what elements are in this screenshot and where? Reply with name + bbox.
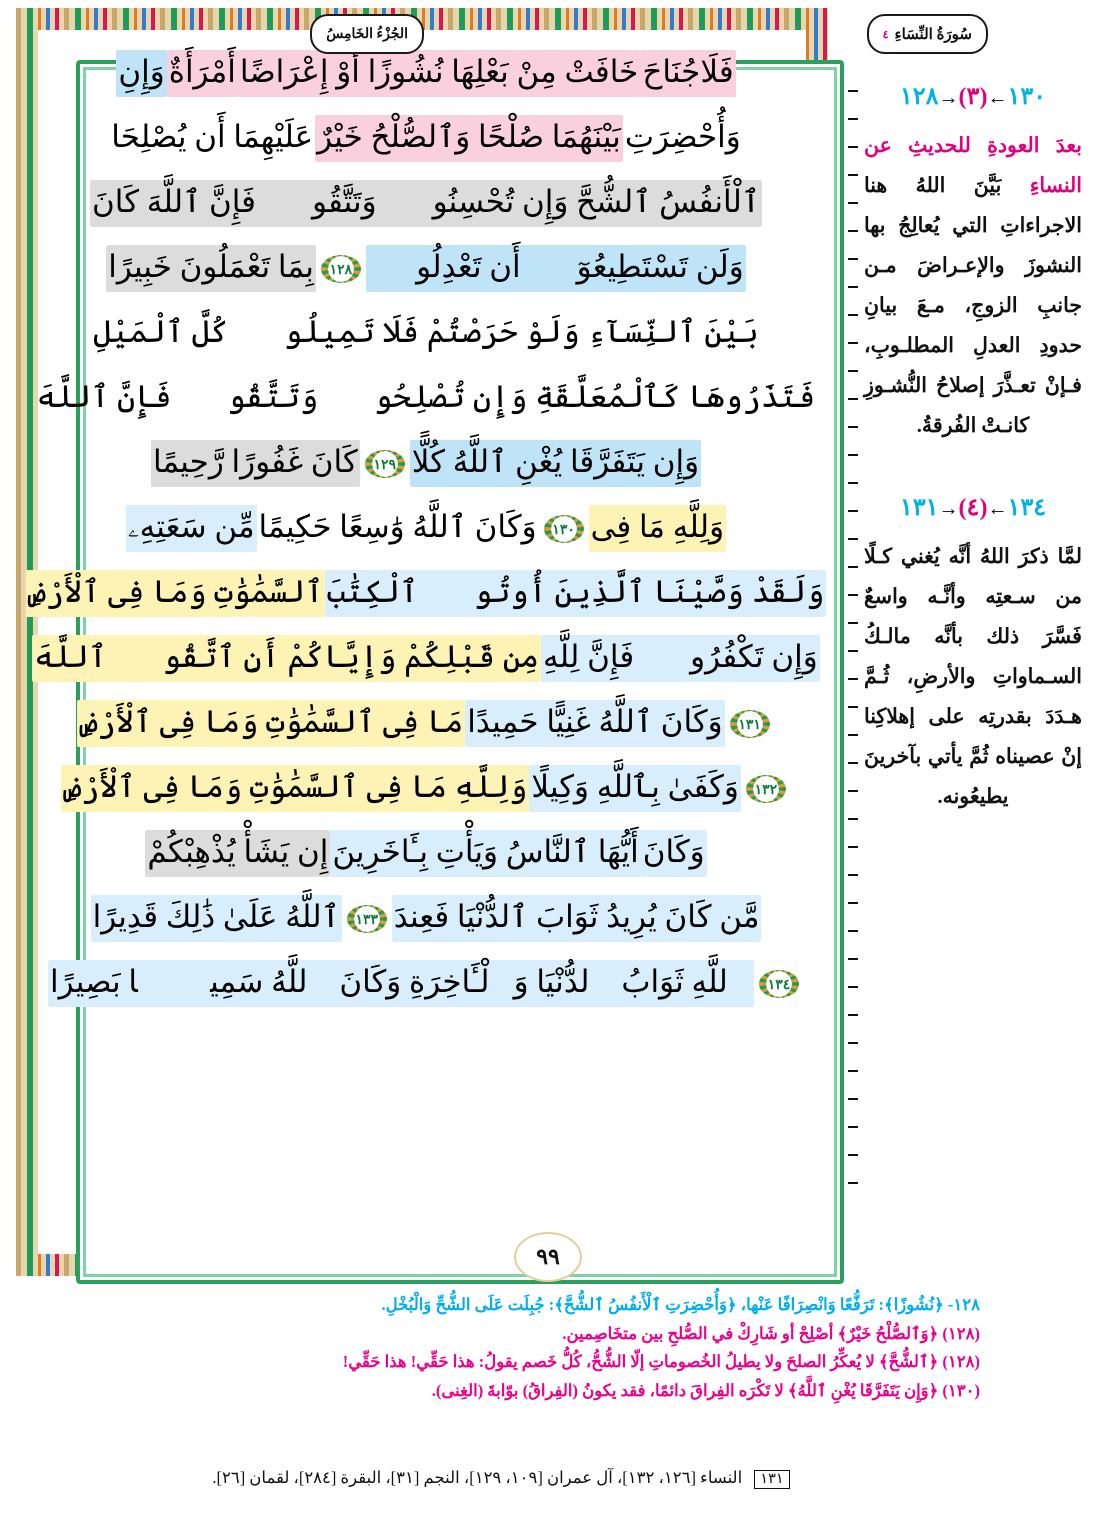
- ruler-tick: [848, 1098, 858, 1100]
- range-group: (٤): [958, 494, 988, 521]
- ruler-tick: [848, 986, 858, 988]
- ruler-tick: [848, 818, 858, 820]
- left-arrow-icon: ←: [987, 87, 1008, 109]
- quran-text-segment: أَمْرَأَةٌ: [167, 50, 238, 97]
- ayah-number-marker: ١٢٨: [321, 255, 361, 283]
- quran-text-segment: وَلَقَدْ وَصَّيْنَا ٱلَّذِينَ أُوتُوا۟ ٱلْكِتَٰبَ: [325, 570, 826, 617]
- ruler-tick: [848, 454, 858, 456]
- surah-number: ٤: [882, 28, 889, 41]
- juz-title: الجُزْءُ الخَامِسُ: [326, 26, 408, 42]
- ayah-number-marker: ١٣١: [730, 710, 770, 738]
- ruler-tick: [848, 1182, 858, 1184]
- ruler-tick: [848, 146, 858, 148]
- ruler-tick: [848, 426, 858, 428]
- quran-text-segment: وَإِن تَكْفُرُوا۟ فَإِنَّ لِلَّهِ: [541, 635, 820, 682]
- ruler-tick: [848, 230, 858, 232]
- quran-line: [36, 367, 816, 430]
- left-arrow-icon: ←: [987, 497, 1008, 520]
- ruler-tick: [848, 538, 858, 540]
- ruler-tick: [848, 1042, 858, 1044]
- quran-line: [56, 822, 796, 885]
- ruler-tick: [848, 762, 858, 764]
- quran-text-segment: فَتَذَرُوهَا كَٱلْمُعَلَّقَةِ وَإِن تُصْلِحُوا۟ وَتَتَّقُوا۟ فَإِنَّ ٱللَّهَ: [36, 379, 816, 414]
- quran-text-segment: وَكَانَ ٱللَّهُ وَٰسِعًا حَكِيمًا: [258, 509, 537, 544]
- quran-text-segment: بِمَا تَعْمَلُونَ خَبِيرًا: [106, 245, 316, 292]
- ruler-tick: [848, 286, 858, 288]
- range-start: ١٣١: [899, 494, 939, 521]
- footnote-line: (١٢٨) ﴿وَٱلصُّلْحُ خَيْرٌ﴾ أصْلِحْ أو شَارِكْ في الصُّلحِ بين متخَاصِمين.: [562, 1323, 980, 1343]
- ruler-tick: [848, 174, 858, 176]
- commentary-body: بَيَّنَ اللهُ هنا الاجراءاتِ التي يُعالِجُ بها النشوزَ والإعـراضَ مـن جانبِ الزوجِ، مـعَ بيانِ حدودِ العدلِ المطلـوبِ، فـإنْ تعـذَّرَ إصلاحُ النُّشـوزِ كانـتْ الفُرقةُ.: [864, 174, 1082, 437]
- quran-line: [56, 107, 796, 170]
- footnotes-section: [22, 1292, 980, 1407]
- quran-text-segment: وَلِلَّهِ مَا فِى ٱلسَّمَٰوَٰتِ وَمَا فِى ٱلْأَرْضِ: [61, 765, 529, 812]
- cross-references-line: [22, 1468, 980, 1489]
- ruler-tick: [848, 314, 858, 316]
- ruler-tick: [848, 482, 858, 484]
- quran-text-segment: مِّن سَعَتِهِۦ: [126, 505, 257, 552]
- ruler-tick: [848, 1126, 858, 1128]
- quran-text-segment: وَلَن تَسْتَطِيعُوٓا۟ أَن تَعْدِلُوا۟: [366, 245, 746, 292]
- quran-text-segment: وَأُحْضِرَتِ: [624, 119, 741, 154]
- reference-text: النساء [١٢٦، ١٣٢]، آل عمران [١٠٩، ١٢٩]، النجم [٣١]، البقرة [٢٨٤]، لقمان [٢٦].: [212, 1468, 743, 1487]
- range-group: (٣): [958, 84, 988, 110]
- quran-text-segment: عَلَيْهِمَا أَن يُصْلِحَا: [111, 119, 314, 154]
- ruler-tick: [848, 650, 858, 652]
- commentary-emphasis: بعدَ العودةِ للحديثِ عن النساءِ: [864, 135, 1082, 197]
- quran-text-segment: بَيْنَ ٱلنِّسَآءِ وَلَوْ حَرَصْتُمْ فَلَا تَمِيلُوا۟ كُلَّ ٱلْمَيْلِ: [93, 314, 759, 349]
- ayah-range-heading: [864, 493, 1082, 522]
- quran-line: [56, 302, 796, 365]
- quran-text-segment: ٱلسَّمَٰوَٰتِ وَمَا فِى ٱلْأَرْضِ: [26, 570, 326, 617]
- ruler-tick: [848, 118, 858, 120]
- right-arrow-icon: →: [938, 87, 959, 109]
- quran-line: [56, 42, 796, 105]
- page-number: ٩٩: [536, 1244, 560, 1269]
- quran-line: [56, 237, 796, 300]
- quran-text-segment: فَلَاجُنَاحَ: [640, 50, 735, 97]
- range-start: ١٢٨: [899, 84, 939, 110]
- quran-text-segment: وَكَانَ ٱللَّهُ غَنِيًّا حَمِيدًا: [465, 700, 724, 747]
- quran-line: [56, 887, 796, 950]
- ayah-number-marker: ١٢٩: [365, 450, 405, 478]
- quran-line: [50, 952, 796, 1015]
- right-arrow-icon: →: [938, 497, 959, 520]
- ruler-tick: [848, 566, 858, 568]
- ruler-tick: [848, 342, 858, 344]
- surah-title-cartouche: [867, 14, 988, 54]
- quran-text-segment: وَلِلَّهِ مَا فِى: [589, 505, 727, 552]
- commentary-body: لمَّا ذكرَ اللهُ أنَّه يُغني كـلًا من سـعتِه وأنَّـه واسعٌ فَسَّرَ ذلك بأنَّه مالـكُ السـماواتِ والأرضِ، ثُـمَّ هـدَدَ بقدرتِه على إهلاكِنا إنْ عصيناه ثُمَّ يأتي بآخرينَ يطيعُونه.: [864, 545, 1082, 808]
- ruler-tick: [848, 930, 858, 932]
- ruler-tick: [848, 1154, 858, 1156]
- ayah-number-marker: ١٣٤: [759, 970, 799, 998]
- ruler-tick: [848, 594, 858, 596]
- ruler-tick: [848, 874, 858, 876]
- ayah-range-heading: [864, 82, 1082, 111]
- footnote-line: (١٣٠) ﴿وَإِن يَتَفَرَّقَا يُغْنِ ٱللَّهُ﴾ لا تَكْرَه الفِراقَ دائمًا، فقد يكونُ (الفِراقُ) بوّابةَ (الغِنى).: [431, 1381, 980, 1401]
- page-number-medallion: [514, 1232, 582, 1282]
- quran-text-segment: وَكَانَ: [641, 830, 707, 877]
- ruler-tick: [848, 398, 858, 400]
- quran-text-column: [27, 42, 825, 1212]
- quran-line: [56, 497, 796, 560]
- range-end: ١٣٤: [1007, 494, 1047, 521]
- ruler-tick: [848, 734, 858, 736]
- ayah-number-marker: ١٣٣: [347, 905, 387, 933]
- quran-text-segment: أَيُّهَا ٱلنَّاسُ وَيَأْتِ بِـَٔاخَرِينَ: [330, 830, 640, 877]
- surah-title: سُورَةُ النِّسَاءِ: [894, 26, 972, 43]
- quran-line: [27, 562, 825, 625]
- quran-text-segment: خَافَتْ مِنْ بَعْلِهَا نُشُوزًا أَوْ إِعْرَاضًا: [238, 50, 640, 97]
- quran-text-segment: ٱللَّهِ ثَوَابُ ٱلدُّنْيَا وَٱلْـَٔاخِرَةِ وَكَانَ ٱللَّهُ سَمِيعًۢا بَصِيرًا: [48, 960, 754, 1007]
- footnote-line: (١٢٨) ﴿ٱلشُّحَّ﴾ لا يُعكِّرُ الصلحَ ولا يطيلُ الخُصوماتِ إلّا الشُّحُّ، كُلُّ خَصم يقولُ: هذا حَقِّي! هذا حَقِّي!: [342, 1352, 980, 1372]
- footnote-line: ١٢٨- ﴿نُشُوزًا﴾: تَرَفُّعًا وَانْصِرَافًا عَنْها، ﴿وَأُحْضِرَتِ ٱلْأَنفُسُ ٱلشُّحَّ﴾: جُبِلَت عَلَى الشُّحِّ وَالْبُخْلِ.: [381, 1295, 980, 1314]
- commentary-text: [864, 127, 1082, 447]
- ayah-number-marker: ١٣٠: [544, 515, 584, 543]
- commentary-sidebar: [864, 82, 1082, 864]
- commentary-block: [864, 493, 1082, 818]
- ruler-tick: [848, 902, 858, 904]
- range-end: ١٣٠: [1007, 84, 1047, 110]
- ruler-tick: [848, 1070, 858, 1072]
- quran-text-segment: وَإِنِ: [116, 50, 166, 97]
- quran-line: [56, 172, 796, 235]
- juz-cartouche: [310, 14, 424, 54]
- quran-text-segment: كَانَ غَفُورًا رَّحِيمًا: [151, 440, 360, 487]
- quran-text-segment: ٱللَّهُ عَلَىٰ ذَٰلِكَ قَدِيرًا: [91, 895, 342, 942]
- ruler-tick: [848, 678, 858, 680]
- quran-text-segment: إِن يَشَأْ يُذْهِبْكُمْ: [145, 830, 330, 877]
- ruler-tick: [848, 1014, 858, 1016]
- quran-line: [56, 432, 796, 495]
- commentary-block: [864, 82, 1082, 447]
- ruler-tick: [848, 790, 858, 792]
- ruler-tick: [848, 510, 858, 512]
- quran-text-segment: وَإِن يَتَفَرَّقَا يُغْنِ ٱللَّهُ كُلًّا: [410, 440, 701, 487]
- quran-line: [56, 692, 796, 755]
- quran-text-segment: مَّن كَانَ يُرِيدُ ثَوَابَ ٱلدُّنْيَا فَعِندَ: [392, 895, 762, 942]
- quran-line: [56, 757, 796, 820]
- line-ruler-ticks: [848, 90, 858, 1230]
- ruler-tick: [848, 202, 858, 204]
- ruler-tick: [848, 958, 858, 960]
- quran-text-segment: مِن قَبْلِكُمْ وَإِيَّاكُمْ أَنِ ٱتَّقُوا۟ ٱللَّهَ: [32, 635, 541, 682]
- ruler-tick: [848, 846, 858, 848]
- quran-text-segment: بَيْنَهُمَا صُلْحًا وَٱلصُّلْحُ خَيْرٌ: [315, 115, 623, 162]
- quran-text-segment: وَكَفَىٰ بِٱللَّهِ وَكِيلًا: [529, 765, 740, 812]
- quran-text-segment: مَا فِى ٱلسَّمَٰوَٰتِ وَمَا فِى ٱلْأَرْضِ: [77, 700, 465, 747]
- quran-text-segment: ٱلْأَنفُسُ ٱلشُّحَّ وَإِن تُحْسِنُوا۟ وَتَتَّقُوا۟ فَإِنَّ ٱللَّهَ كَانَ: [90, 180, 762, 227]
- ruler-tick: [848, 258, 858, 260]
- ayah-number-marker: ١٣٢: [746, 775, 786, 803]
- reference-badge: ١٣١: [754, 1470, 789, 1489]
- commentary-text: [864, 538, 1082, 818]
- ruler-tick: [848, 90, 858, 92]
- ruler-tick: [848, 706, 858, 708]
- quran-line: [34, 627, 818, 690]
- ruler-tick: [848, 622, 858, 624]
- ruler-tick: [848, 370, 858, 372]
